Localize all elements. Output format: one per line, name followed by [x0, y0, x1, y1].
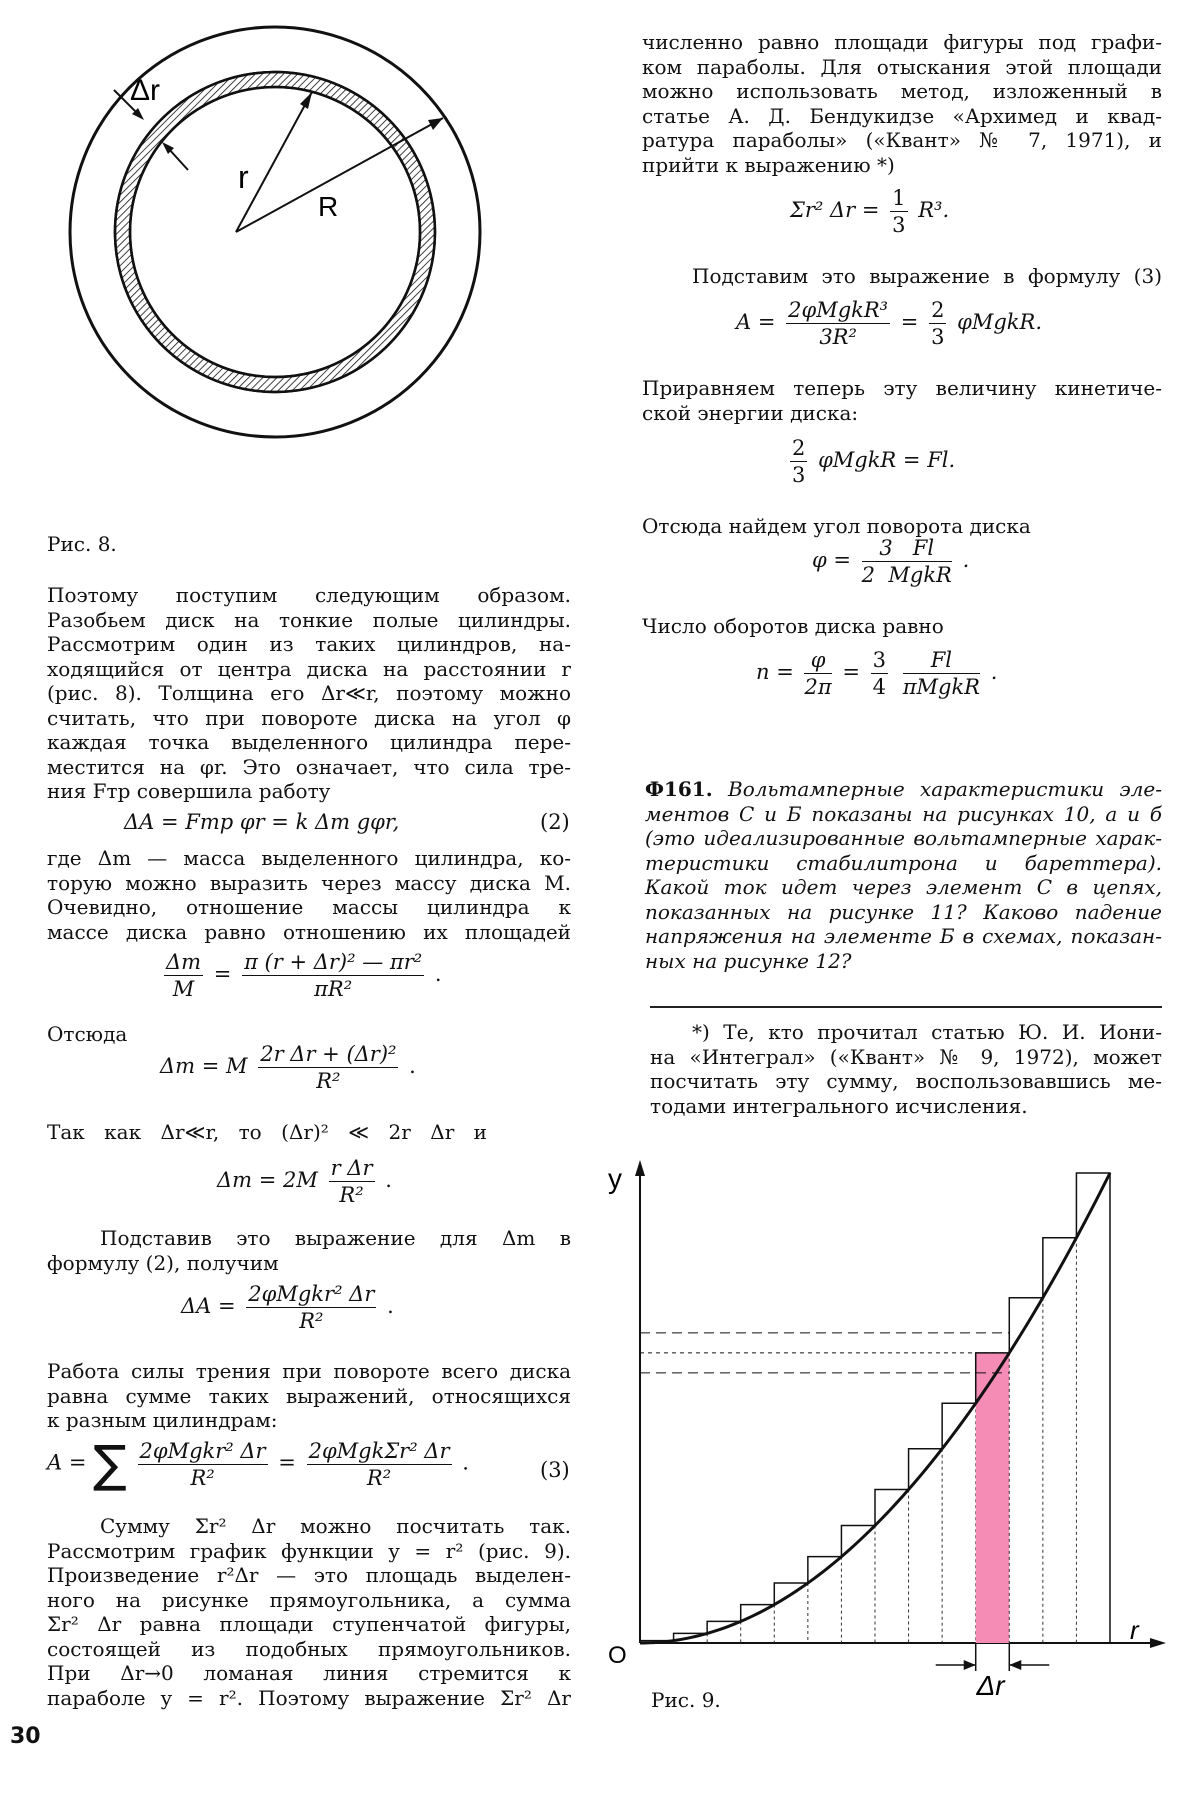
left-para-2: где Δm — масса выделенного цилиндра, ко- торую можно выразить через массу диска M. Очевидно, отношение массы цилиндра к массе диска равно отношению их площадей [47, 846, 571, 944]
right-para-1: численно равно площади фигуры под графи- ком параболы. Для отыскания этой площади можно использовать метод, изложенный в статье А. Д. Бендукидзе «Архимед и квад- ратура параболы» («Квант» № 7, 1971), и прийти к выражению *) [642, 30, 1162, 177]
equation-3-number: (3) [540, 1458, 570, 1482]
equation-2-number: (2) [540, 810, 570, 834]
otsyuda-label: Отсюда [47, 1022, 128, 1046]
left-column [47, 583, 571, 804]
equation-mass-ratio: $\frac{\Delta m}{M}$ = $\frac{\text{π (r + Δr)² — πr²}}{\text{πR²}}$ . [166, 950, 442, 1001]
label-R: R [318, 191, 339, 222]
equation-n: n = $\frac{\varphi}{2\pi}$ = $\frac{3}{4}$ $\frac{Fl}{\text{πMgkR}}$ . [756, 648, 998, 699]
parabola-curve [640, 1173, 1110, 1643]
dr-arrowhead-right [1009, 1660, 1021, 1670]
page-number: 30 [10, 1724, 41, 1749]
label-r-axis: r [1130, 1615, 1139, 1645]
equation-3: A = ∑ $\frac{\text{2φMgkr² Δr}}{\text{R²}}$ = $\frac{\text{2φMgkΣr² Δr}}{\text{R²}}$ . [47, 1435, 469, 1493]
left-para-4: Работа силы трения при повороте всего диска равна сумме таких выражений, относящихся к разным цилиндрам: [47, 1359, 571, 1432]
right-para-2: Подставим это выражение в формулу (3) [692, 264, 1162, 288]
right-para-4: Отсюда найдем угол поворота диска [642, 514, 1031, 538]
left-para-3: Подставив это выражение для Δm в формулу (2), получим [47, 1226, 571, 1275]
label-delta-r: Δr [976, 1670, 1005, 1700]
equation-dm: Δm = M $\frac{\text{2r Δr + (Δr)²}}{\text{R²}}$ . [160, 1042, 416, 1093]
right-column [642, 30, 1162, 177]
equation-A: A = $\frac{\text{2φMgkR³}}{\text{3R²}}$ = $\frac{2}{3}$ φMgkR. [736, 298, 1043, 349]
equation-dm2: Δm = 2M $\frac{\text{r Δr}}{\text{R²}}$ . [217, 1156, 392, 1207]
y-axis-arrow [635, 1160, 645, 1176]
problem-f161: Ф161. Вольтамперные характеристики эле- ментов С и Б показаны на рисунках 10, а и б (это идеализированные вольтамперные харак- теристики стабилитрона и бареттера). Какой ток идет через элемент С в цепях, показанных на рисунке 11? Каково падение напряжения на элементе Б в схемах, показан- ных на рисунке 12? [645, 777, 1163, 973]
label-y-axis: y [608, 1163, 622, 1194]
equation-sum: Σr² Δr = $\frac{1}{3}$ R³. [790, 186, 950, 237]
equation-dA: ΔA = $\frac{\text{2φMgkr² Δr}}{\text{R²}}$ . [181, 1282, 394, 1333]
tak-kak-line: Так как Δr≪r, то (Δr)² ≪ 2r Δr и [47, 1120, 487, 1144]
equation-phi: φ = $\frac{3 Fl}{\text{2 MgkR}}$ . [812, 536, 970, 587]
label-r: r [238, 159, 249, 195]
right-para-3: Приравняем теперь эту величину кинетиче- ской энергии диска: [642, 376, 1162, 425]
dr-arrowhead-left [964, 1660, 976, 1670]
equation-2: ΔA = Fтр φr = k Δm gφr, [124, 810, 400, 834]
sigma-symbol: ∑ [93, 1435, 127, 1493]
left-para-1: Поэтому поступим следующим образом. Разобьем диск на тонкие полые цилиндры. Рассмотрим один из таких цилиндров, на- ходящийся от центра диска на расстоянии r (рис. 8). Толщина его Δr≪r, поэтому можно считать, что при повороте диска на угол φ каждая точка выделенного цилиндра пере- местится на φr. Это означает, что сила тре- ния Fтр совершила работу [47, 583, 571, 803]
label-origin: O [608, 1642, 627, 1669]
footnote-divider [650, 1006, 1162, 1008]
step-figure [640, 1173, 1110, 1643]
problem-label: Ф161. [645, 777, 713, 801]
label-delta-r: Δr [130, 74, 161, 107]
figure-9-graph [600, 1160, 1180, 1700]
figure-8-caption: Рис. 8. [47, 532, 117, 556]
hatched-ring [115, 72, 435, 392]
right-para-5: Число оборотов диска равно [642, 614, 944, 638]
footnote: *) Те, кто прочитал статью Ю. И. Иони- на «Интеграл» («Квант» № 9, 1972), может посчитать эту сумму, воспользовавшись ме- тодами интегрального исчисления. [650, 1020, 1162, 1118]
equation-energy: $\frac{2}{3}$ φMgkR = Fl. [792, 436, 956, 487]
figure-9-caption: Рис. 9. [651, 1688, 721, 1712]
figure-8-disk [40, 20, 520, 450]
x-axis-arrow [1150, 1638, 1166, 1648]
left-para-5: Сумму Σr² Δr можно посчитать так. Рассмотрим график функции y = r² (рис. 9). Произведение r²Δr — это площадь выделен- ного на рисунке прямоугольника, а сумма Σr² Δr равна площади ступенчатой фигуры, состоящей из подобных прямоугольников. При Δr→0 ломаная линия стремится к параболе y = r². Поэтому выражение Σr² Δr [47, 1514, 571, 1710]
